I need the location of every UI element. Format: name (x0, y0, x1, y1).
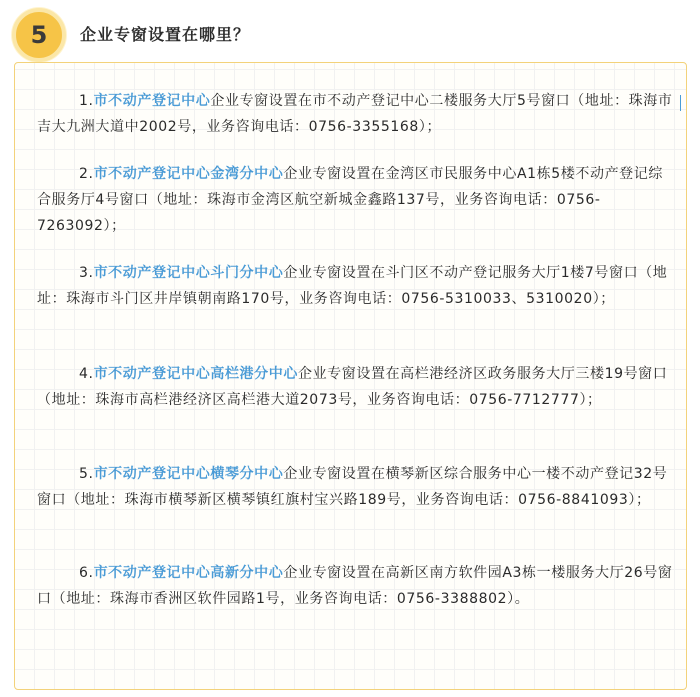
section-number-badge: 5 (12, 8, 66, 62)
list-item (37, 88, 677, 140)
item-index: 3. (79, 265, 94, 281)
content-card (14, 62, 687, 690)
item-highlight: 市不动产登记中心高新分中心 (93, 565, 284, 581)
list-item (37, 560, 677, 612)
item-highlight: 市不动产登记中心斗门分中心 (93, 265, 284, 281)
section-header (0, 0, 700, 62)
list-item (37, 161, 677, 239)
item-index: 2. (79, 166, 94, 182)
item-highlight: 市不动产登记中心 (93, 93, 211, 109)
list-item (37, 260, 677, 312)
item-text: 企业专窗设置在高新区南方软件园A3栋一楼服务大厅26号窗口（地址：珠海市香洲区软件园路1号，业务咨询电话：0756-3388802）。 (37, 565, 673, 607)
item-index: 1. (79, 93, 94, 109)
item-index: 4. (79, 366, 94, 382)
item-text: 企业专窗设置在斗门区不动产登记服务大厅1楼7号窗口（地址：珠海市斗门区井岸镇朝南路170号，业务咨询电话：0756-5310033、5310020）； (37, 265, 668, 307)
item-highlight: 市不动产登记中心横琴分中心 (93, 466, 284, 482)
item-highlight: 市不动产登记中心高栏港分中心 (93, 366, 298, 382)
item-index: 5. (79, 466, 94, 482)
item-text: 企业专窗设置在金湾区市民服务中心A1栋5楼不动产登记综合服务厅4号窗口（地址：珠海市金湾区航空新城金鑫路137号，业务咨询电话：0756-7263092）； (37, 166, 663, 234)
list-item (37, 361, 677, 413)
item-text: 企业专窗设置在高栏港经济区政务服务大厅三楼19号窗口（地址：珠海市高栏港经济区高栏港大道2073号，业务咨询电话：0756-7712777）； (37, 366, 668, 408)
item-highlight: 市不动产登记中心金湾分中心 (93, 166, 284, 182)
item-text: 企业专窗设置在横琴新区综合服务中心一楼不动产登记32号窗口（地址：珠海市横琴新区横琴镇红旗村宝兴路189号，业务咨询电话：0756-8841093）； (37, 466, 668, 508)
item-index: 6. (79, 565, 94, 581)
text-cursor (680, 95, 681, 111)
item-text: 企业专窗设置在市不动产登记中心二楼服务大厅5号窗口（地址：珠海市吉大九洲大道中2002号，业务咨询电话：0756-3355168）； (37, 93, 673, 135)
section-title: 企业专窗设置在哪里？ (80, 25, 251, 44)
list-item (37, 461, 677, 513)
